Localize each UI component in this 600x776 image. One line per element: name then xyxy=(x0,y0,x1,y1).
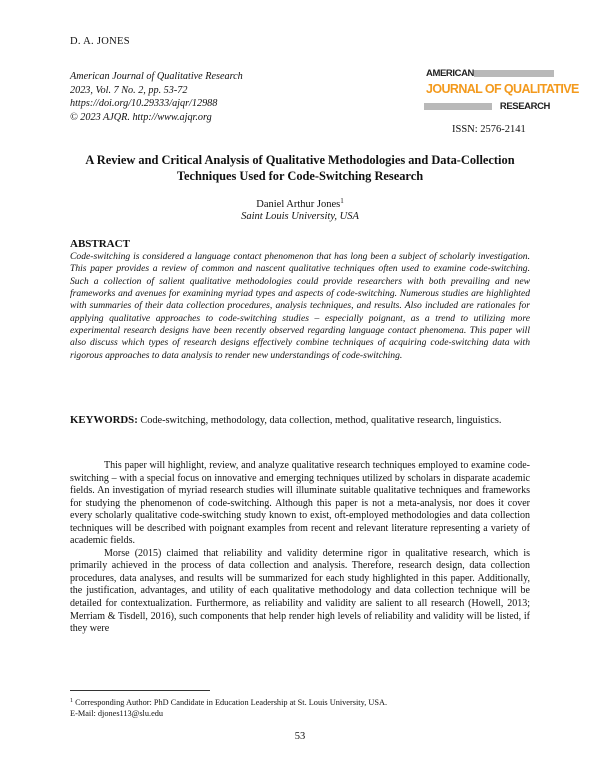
footnote-email[interactable]: E-Mail: djones113@slu.edu xyxy=(70,709,164,718)
issn: ISSN: 2576-2141 xyxy=(452,124,526,135)
copyright-line: © 2023 AJQR. http://www.ajqr.org xyxy=(70,111,212,123)
body-paragraph: This paper will highlight, review, and analyze qualitative research techniques employed to examine code-switching – with a special focus on innovative and emerging techniques utilized by scholars in disparate academic fields. An investigation of myriad research studies will illuminate suitable qualitative techniques and frameworks for studying the phenomenon of code-switching. Although this paper is not a meta-analysis, nor does it cover every scholarly qualitative code-switching study known to exist, oft-employed methodologies and data collection techniques will be described with poignant examples from recent and relevant literature representing a variety of academic fields. xyxy=(70,460,530,547)
doi-link[interactable]: https://doi.org/10.29333/ajqr/12988 xyxy=(70,98,218,109)
journal-logo xyxy=(424,68,579,120)
running-head: D. A. JONES xyxy=(70,36,130,47)
journal-name: American Journal of Qualitative Research xyxy=(70,71,243,82)
author-affiliation: Saint Louis University, USA xyxy=(241,211,359,222)
footnote xyxy=(70,697,530,719)
logo-text-research: RESEARCH xyxy=(499,101,550,112)
body-text xyxy=(70,460,530,636)
page-number: 53 xyxy=(294,731,306,742)
keywords xyxy=(70,414,530,427)
keywords-label: KEYWORDS: xyxy=(70,414,138,426)
author-name: Daniel Arthur Jones xyxy=(256,199,341,210)
publication-info xyxy=(70,70,243,124)
author-footnote-mark[interactable]: 1 xyxy=(340,197,344,205)
logo-bar-bottom xyxy=(424,103,492,110)
footnote-divider xyxy=(70,690,210,691)
logo-bar-top xyxy=(474,70,554,77)
article-title: A Review and Critical Analysis of Qualitative Methodologies and Data-Collection Techniques Used for Code-Switching Research xyxy=(85,153,515,183)
author-line xyxy=(70,198,530,211)
footnote-corresponding-author: Corresponding Author: PhD Candidate in Education Leadership at St. Louis University, USA. xyxy=(75,698,388,707)
abstract-heading: ABSTRACT xyxy=(70,238,130,250)
volume-issue-pages: 2023, Vol. 7 No. 2, pp. 53-72 xyxy=(70,84,188,96)
logo-text-journal: JOURNAL OF QUALITATIVE xyxy=(426,82,579,96)
abstract-text: Code-switching is considered a language contact phenomenon that has long been a subject of scholarly investigation. This paper provides a review of common and nascent qualitative techniques often used to examine code-switching. Such a collection of salient qualitative methodologies could provide researchers with both prevailing and new frameworks and avenues for examining myriad types and aspects of code-switching. Numerous studies are highlighted with summaries of their data collection procedures, analysis techniques, and results. Also included are rationales for applying qualitative approaches to code-switching studies – especially poignant, as a trend to utilizing more experimental research designs have been recently observed regarding language contact phenomena. This paper will also discuss which types of research designs effectively combine techniques of acquiring code-switching data with rigorous approaches to data analysis to render new understandings of code-switching. xyxy=(70,251,530,361)
logo-text-american: AMERICAN xyxy=(426,68,474,79)
keywords-list: Code-switching, methodology, data collection, method, qualitative research, linguistics. xyxy=(140,415,502,426)
footnote-mark: 1 xyxy=(70,698,73,704)
body-paragraph: Morse (2015) claimed that reliability and validity determine rigor in qualitative research, which is primarily achieved in the process of data collection and analysis. Therefore, research design, data collection procedures, data analyses, and results will be summarized for each study highlighted in this paper. Additionally, the justification, advantages, and utility of each qualitative methodology and data collection technique will be detailed for contextualization. Furthermore, as reliability and validity are salient to all research (Howell, 2013; Merriam & Tisdell, 2016), such components that help render high levels of reliability and validity will be listed, if they were xyxy=(70,547,530,635)
footnote-line xyxy=(70,697,530,708)
